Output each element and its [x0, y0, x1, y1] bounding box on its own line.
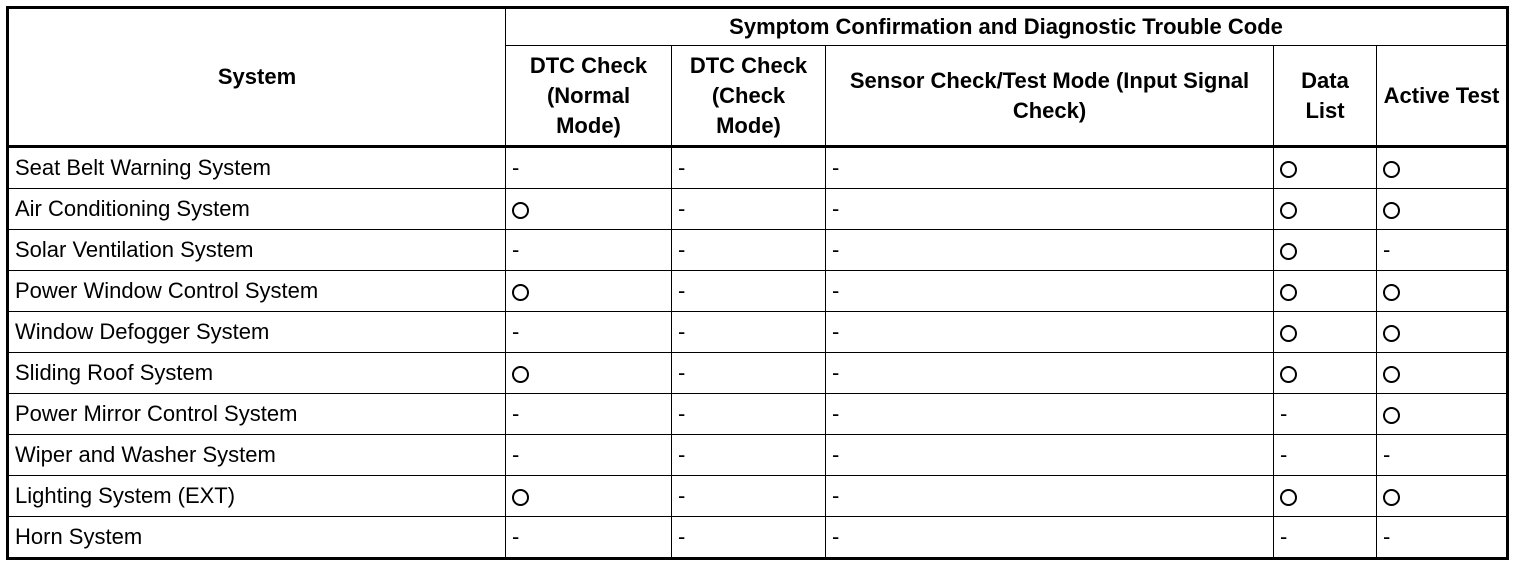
- system-name-cell: Wiper and Washer System: [8, 435, 506, 476]
- dash-mark: -: [1280, 442, 1288, 467]
- circle-icon: [1280, 202, 1297, 219]
- value-cell: [826, 476, 1274, 517]
- dash-mark: -: [678, 401, 686, 426]
- column-header: Active Test: [1377, 46, 1508, 147]
- circle-icon: [1383, 366, 1400, 383]
- value-cell: [672, 230, 826, 271]
- table-body: [8, 147, 1508, 559]
- dash-mark: -: [678, 196, 686, 221]
- value-cell: [506, 394, 672, 435]
- circle-icon: [1280, 325, 1297, 342]
- column-header: DTC Check (Normal Mode): [506, 46, 672, 147]
- circle-icon: [512, 489, 529, 506]
- value-cell: [672, 147, 826, 189]
- circle-icon: [1280, 161, 1297, 178]
- table-row: [8, 312, 1508, 353]
- circle-icon: [512, 284, 529, 301]
- dash-mark: -: [512, 319, 520, 344]
- value-cell: [672, 476, 826, 517]
- value-cell: [1274, 189, 1377, 230]
- dash-mark: -: [678, 237, 686, 262]
- table-row: [8, 517, 1508, 559]
- value-cell: [1274, 476, 1377, 517]
- table-row: [8, 353, 1508, 394]
- dash-mark: -: [832, 442, 840, 467]
- value-cell: [1274, 312, 1377, 353]
- table-row: [8, 476, 1508, 517]
- value-cell: [1274, 394, 1377, 435]
- circle-icon: [1383, 325, 1400, 342]
- circle-icon: [1280, 284, 1297, 301]
- dash-mark: -: [1383, 237, 1391, 262]
- dash-mark: -: [832, 319, 840, 344]
- value-cell: [1377, 353, 1508, 394]
- system-name-cell: Solar Ventilation System: [8, 230, 506, 271]
- system-name-cell: Power Mirror Control System: [8, 394, 506, 435]
- dash-mark: -: [832, 401, 840, 426]
- value-cell: [672, 517, 826, 559]
- dash-mark: -: [678, 278, 686, 303]
- value-cell: [506, 435, 672, 476]
- value-cell: [506, 353, 672, 394]
- value-cell: [672, 353, 826, 394]
- dash-mark: -: [832, 278, 840, 303]
- value-cell: [826, 353, 1274, 394]
- value-cell: [1377, 230, 1508, 271]
- dash-mark: -: [512, 237, 520, 262]
- column-header: Sensor Check/Test Mode (Input Signal Check): [826, 46, 1274, 147]
- value-cell: [1274, 353, 1377, 394]
- group-header: Symptom Confirmation and Diagnostic Trouble Code: [506, 8, 1508, 46]
- value-cell: [1377, 435, 1508, 476]
- value-cell: [826, 271, 1274, 312]
- dash-mark: -: [1280, 524, 1288, 549]
- circle-icon: [512, 366, 529, 383]
- value-cell: [1274, 271, 1377, 312]
- system-name-cell: Seat Belt Warning System: [8, 147, 506, 189]
- dash-mark: -: [832, 155, 840, 180]
- dash-mark: -: [512, 524, 520, 549]
- dash-mark: -: [678, 524, 686, 549]
- system-name-cell: Window Defogger System: [8, 312, 506, 353]
- value-cell: [506, 189, 672, 230]
- value-cell: [1377, 271, 1508, 312]
- value-cell: [672, 435, 826, 476]
- value-cell: [672, 189, 826, 230]
- circle-icon: [1383, 407, 1400, 424]
- table-row: [8, 394, 1508, 435]
- circle-icon: [1280, 243, 1297, 260]
- dash-mark: -: [678, 155, 686, 180]
- system-name-cell: Sliding Roof System: [8, 353, 506, 394]
- dash-mark: -: [1383, 442, 1391, 467]
- dash-mark: -: [678, 319, 686, 344]
- circle-icon: [1383, 489, 1400, 506]
- value-cell: [1377, 394, 1508, 435]
- value-cell: [1377, 312, 1508, 353]
- circle-icon: [1383, 202, 1400, 219]
- dash-mark: -: [832, 483, 840, 508]
- dash-mark: -: [512, 401, 520, 426]
- system-name-cell: Horn System: [8, 517, 506, 559]
- value-cell: [506, 230, 672, 271]
- value-cell: [1274, 517, 1377, 559]
- dash-mark: -: [1280, 401, 1288, 426]
- dash-mark: -: [678, 483, 686, 508]
- circle-icon: [512, 202, 529, 219]
- value-cell: [1274, 435, 1377, 476]
- value-cell: [672, 271, 826, 312]
- table-row: [8, 147, 1508, 189]
- table-row: [8, 230, 1508, 271]
- table-row: [8, 189, 1508, 230]
- circle-icon: [1280, 489, 1297, 506]
- table-row: [8, 435, 1508, 476]
- value-cell: [1377, 517, 1508, 559]
- circle-icon: [1383, 284, 1400, 301]
- value-cell: [826, 147, 1274, 189]
- value-cell: [506, 271, 672, 312]
- diagnostic-table: [6, 6, 1509, 560]
- dash-mark: -: [832, 196, 840, 221]
- value-cell: [672, 312, 826, 353]
- value-cell: [826, 517, 1274, 559]
- dash-mark: -: [678, 360, 686, 385]
- value-cell: [1274, 230, 1377, 271]
- value-cell: [1377, 147, 1508, 189]
- system-name-cell: Power Window Control System: [8, 271, 506, 312]
- value-cell: [1377, 189, 1508, 230]
- circle-icon: [1280, 366, 1297, 383]
- dash-mark: -: [512, 442, 520, 467]
- value-cell: [506, 476, 672, 517]
- value-cell: [506, 312, 672, 353]
- system-name-cell: Air Conditioning System: [8, 189, 506, 230]
- value-cell: [826, 435, 1274, 476]
- value-cell: [826, 189, 1274, 230]
- value-cell: [1274, 147, 1377, 189]
- column-header: Data List: [1274, 46, 1377, 147]
- table-row: [8, 271, 1508, 312]
- circle-icon: [1383, 161, 1400, 178]
- value-cell: [506, 517, 672, 559]
- value-cell: [672, 394, 826, 435]
- value-cell: [826, 230, 1274, 271]
- value-cell: [506, 147, 672, 189]
- value-cell: [826, 312, 1274, 353]
- system-name-cell: Lighting System (EXT): [8, 476, 506, 517]
- dash-mark: -: [832, 524, 840, 549]
- dash-mark: -: [832, 360, 840, 385]
- dash-mark: -: [832, 237, 840, 262]
- dash-mark: -: [1383, 524, 1391, 549]
- value-cell: [826, 394, 1274, 435]
- system-header: System: [8, 8, 506, 147]
- dash-mark: -: [512, 155, 520, 180]
- dash-mark: -: [678, 442, 686, 467]
- value-cell: [1377, 476, 1508, 517]
- column-header: DTC Check (Check Mode): [672, 46, 826, 147]
